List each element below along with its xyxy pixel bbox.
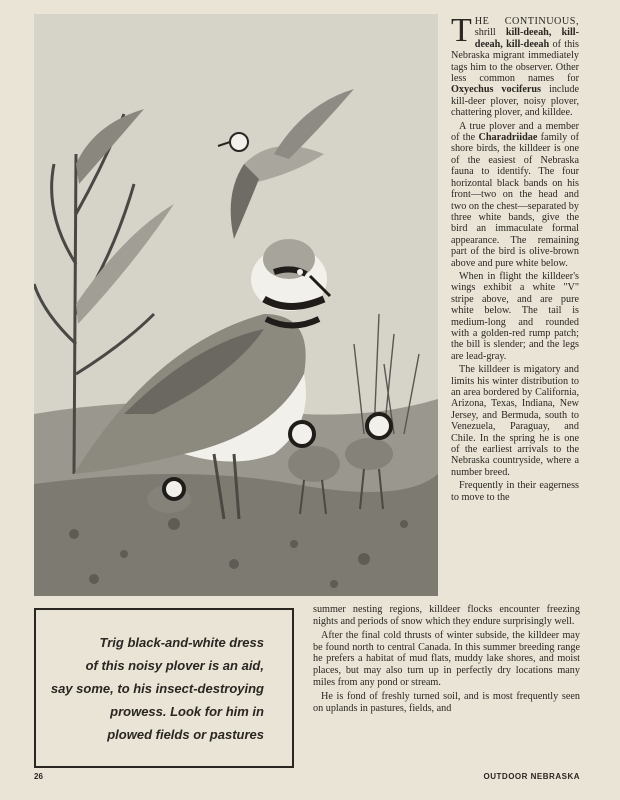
lead-caps: HE CONTINUOUS, [474,16,579,27]
caption-box [34,608,294,768]
caption-line-3: say some, to his insect-destroying [50,680,264,696]
latin-name: Oxyechus vociferus [451,84,542,96]
paragraph-7: He is fond of freshly turned soil, and is most frequently seen on uplands in pastures, fields, and [313,691,580,714]
p1-part-b: of this Nebraska migrant immediately tags him to the observer. Other less common names for [451,38,579,85]
page-number: 26 [34,772,43,781]
drop-cap: T [451,12,472,49]
caption-line-4: prowess. Look for him in [110,703,264,719]
bird-call: kill-deeah, kill-deeah, kill-deeah [474,27,579,50]
paragraph-3: When in flight the killdeer's wings exhibit a white "V" stripe above, and are pure white below. The tail is medium-long and rounded with a golden-red rump patch; the bill is slender; and the legs are lead-gray. [451,270,579,362]
p2-part-b: family of shore birds, the killdeer is one of the easiest of Nebraska fauna to identify. The four horizontal black bands on his front—two on the head and two on the chest—separated by three white bands, give the bird an immaculate formal appearance. The remaining part of the bird is olive-brown above and pure white below. [451,132,580,269]
paragraph-4: The killdeer is migatory and limits his winter distribution to an area bordered by California, Arizona, Texas, Indiana, New Jersey, and Bermuda, south to Venezuela, Paraguay, and Chile. In the spring he is one of the earliest arrivals to the Nebraska countryside, where a number breed. [451,364,579,478]
paragraph-5-end: summer nesting regions, killdeer flocks encounter freezing nights and periods of snow which they endure surprisingly well. [313,604,580,627]
article-column-bottom [313,604,580,717]
paragraph-5-start: Frequently in their eagerness to move to the [451,480,579,503]
paragraph-1 [451,12,579,119]
article-column-right [451,12,580,505]
caption-line-5: plowed fields or pastures [107,726,264,742]
killdeer-painting [34,14,438,596]
family-name: Charadriidae [478,132,538,144]
caption-line-1: Trig black-and-white dress [99,634,264,650]
p1-part-a: shrill [474,27,496,39]
paragraph-6: After the final cold thrusts of winter subside, the killdeer may be found north to central Canada. In this summer breeding range he prefers a habitat of mud flats, muddy lake shores, and moist places, but may also turn up in perfectly dry locations many miles from any pond or stream. [313,630,580,688]
killdeer-illustration [34,14,438,596]
paragraph-2 [451,121,579,269]
magazine-title: OUTDOOR NEBRASKA [483,772,580,781]
p2-part-a: A true plover and a member of the [451,120,579,144]
caption-line-2: of this noisy plover is an aid, [85,657,264,673]
p1-part-c: include kill-deer plover, noisy plover, chattering plover, and killdee. [451,84,579,119]
